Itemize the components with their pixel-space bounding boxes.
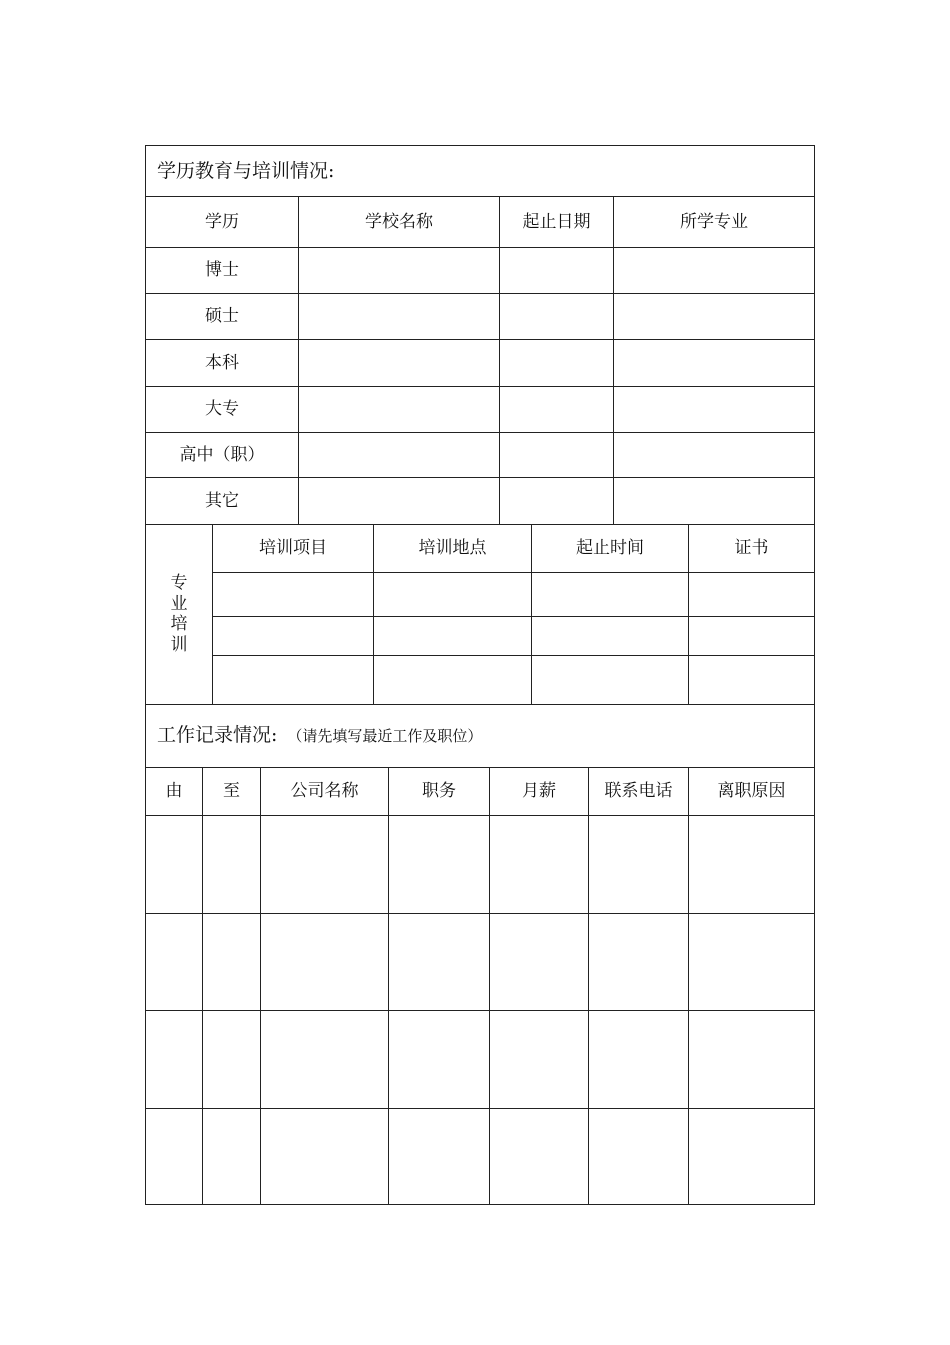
position-cell[interactable]: [389, 914, 490, 1011]
header-to: 至: [203, 768, 261, 816]
training-item-cell[interactable]: [213, 572, 374, 616]
date-range-cell[interactable]: [500, 294, 614, 340]
position-cell[interactable]: [389, 816, 490, 914]
major-cell[interactable]: [614, 340, 815, 387]
from-cell[interactable]: [146, 914, 203, 1011]
leaving-reason-cell[interactable]: [689, 1011, 815, 1109]
work-history-table: [145, 705, 815, 1206]
degree-label: 其它: [146, 478, 299, 525]
major-cell[interactable]: [614, 478, 815, 525]
training-location-cell[interactable]: [374, 655, 532, 704]
date-range-cell[interactable]: [500, 478, 614, 525]
work-row: [146, 816, 815, 914]
work-section-title: 工作记录情况: （请先填写最近工作及职位）: [146, 705, 815, 768]
date-range-cell[interactable]: [500, 387, 614, 433]
date-range-cell[interactable]: [500, 433, 614, 478]
company-name-cell[interactable]: [261, 1011, 389, 1109]
school-name-cell[interactable]: [299, 340, 500, 387]
contact-phone-cell[interactable]: [589, 816, 689, 914]
from-cell[interactable]: [146, 816, 203, 914]
monthly-salary-cell[interactable]: [490, 914, 589, 1011]
school-name-cell[interactable]: [299, 433, 500, 478]
to-cell[interactable]: [203, 1011, 261, 1109]
education-row-doctor: [146, 248, 815, 294]
header-date-range: 起止日期: [500, 197, 614, 248]
education-row-college: [146, 387, 815, 433]
work-row: [146, 1011, 815, 1109]
contact-phone-cell[interactable]: [589, 914, 689, 1011]
school-name-cell[interactable]: [299, 387, 500, 433]
education-row-other: [146, 478, 815, 525]
training-period-cell[interactable]: [532, 572, 689, 616]
education-table: [145, 145, 815, 525]
work-header-row: [146, 768, 815, 816]
application-form-page: [145, 145, 814, 1205]
header-company-name: 公司名称: [261, 768, 389, 816]
major-cell[interactable]: [614, 387, 815, 433]
training-item-cell[interactable]: [213, 655, 374, 704]
monthly-salary-cell[interactable]: [490, 1109, 589, 1205]
work-row: [146, 914, 815, 1011]
education-row-bachelor: [146, 340, 815, 387]
training-row: [146, 616, 815, 655]
header-from: 由: [146, 768, 203, 816]
training-row: [146, 655, 815, 704]
education-row-high-school: [146, 433, 815, 478]
to-cell[interactable]: [203, 914, 261, 1011]
work-section-note: （请先填写最近工作及职位）: [287, 727, 483, 746]
training-location-cell[interactable]: [374, 572, 532, 616]
training-item-cell[interactable]: [213, 616, 374, 655]
school-name-cell[interactable]: [299, 294, 500, 340]
degree-label: 硕士: [146, 294, 299, 340]
leaving-reason-cell[interactable]: [689, 1109, 815, 1205]
work-row: [146, 1109, 815, 1205]
school-name-cell[interactable]: [299, 248, 500, 294]
certificate-cell[interactable]: [689, 655, 815, 704]
certificate-cell[interactable]: [689, 616, 815, 655]
leaving-reason-cell[interactable]: [689, 914, 815, 1011]
school-name-cell[interactable]: [299, 478, 500, 525]
degree-label: 大专: [146, 387, 299, 433]
position-cell[interactable]: [389, 1011, 490, 1109]
degree-label: 博士: [146, 248, 299, 294]
header-training-location: 培训地点: [374, 525, 532, 572]
header-degree: 学历: [146, 197, 299, 248]
company-name-cell[interactable]: [261, 914, 389, 1011]
from-cell[interactable]: [146, 1011, 203, 1109]
training-header-row: [146, 525, 815, 572]
training-location-cell[interactable]: [374, 616, 532, 655]
company-name-cell[interactable]: [261, 816, 389, 914]
certificate-cell[interactable]: [689, 572, 815, 616]
contact-phone-cell[interactable]: [589, 1011, 689, 1109]
header-training-item: 培训项目: [213, 525, 374, 572]
date-range-cell[interactable]: [500, 340, 614, 387]
training-row: [146, 572, 815, 616]
header-training-period: 起止时间: [532, 525, 689, 572]
from-cell[interactable]: [146, 1109, 203, 1205]
major-cell[interactable]: [614, 433, 815, 478]
monthly-salary-cell[interactable]: [490, 816, 589, 914]
education-section-title: 学历教育与培训情况:: [146, 146, 815, 197]
education-row-master: [146, 294, 815, 340]
major-cell[interactable]: [614, 248, 815, 294]
training-table: [145, 525, 815, 705]
date-range-cell[interactable]: [500, 248, 614, 294]
degree-label: 本科: [146, 340, 299, 387]
training-side-label: 专 业 培 训: [146, 525, 213, 704]
degree-label: 高中（职）: [146, 433, 299, 478]
header-position: 职务: [389, 768, 490, 816]
education-header-row: [146, 197, 815, 248]
to-cell[interactable]: [203, 1109, 261, 1205]
training-period-cell[interactable]: [532, 616, 689, 655]
header-major: 所学专业: [614, 197, 815, 248]
position-cell[interactable]: [389, 1109, 490, 1205]
header-school-name: 学校名称: [299, 197, 500, 248]
header-contact-phone: 联系电话: [589, 768, 689, 816]
major-cell[interactable]: [614, 294, 815, 340]
header-certificate: 证书: [689, 525, 815, 572]
company-name-cell[interactable]: [261, 1109, 389, 1205]
monthly-salary-cell[interactable]: [490, 1011, 589, 1109]
header-leaving-reason: 离职原因: [689, 768, 815, 816]
leaving-reason-cell[interactable]: [689, 816, 815, 914]
contact-phone-cell[interactable]: [589, 1109, 689, 1205]
header-monthly-salary: 月薪: [490, 768, 589, 816]
training-period-cell[interactable]: [532, 655, 689, 704]
to-cell[interactable]: [203, 816, 261, 914]
